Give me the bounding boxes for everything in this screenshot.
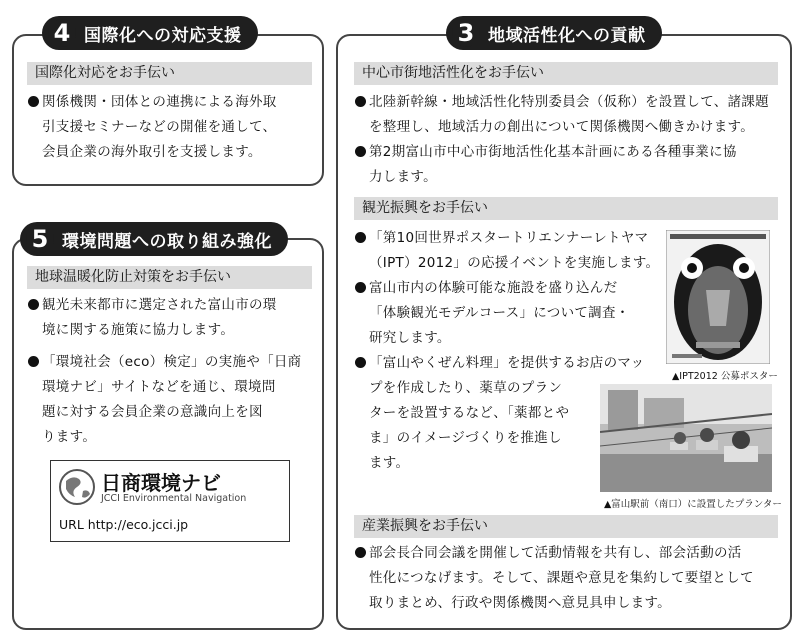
- text-line: ります。: [42, 429, 97, 445]
- planter-photo-icon: [600, 384, 772, 492]
- regional-sub3-text: [355, 541, 785, 616]
- text-line: 北陸新幹線・地域活性化特別委員会（仮称）を設置して、諸課題: [369, 94, 769, 110]
- bullet-item: [355, 276, 675, 301]
- text-line-wrap: [28, 318, 318, 343]
- text-line: ます。: [369, 455, 410, 471]
- bullet-icon: [355, 96, 366, 107]
- text-line-wrap: [28, 400, 318, 425]
- bullet-icon: [355, 282, 366, 293]
- text-line-wrap: [355, 326, 675, 351]
- text-line-wrap: [355, 591, 785, 616]
- text-line: 部会長合同会議を開催して活動情報を共有し、部会活動の活: [369, 545, 742, 561]
- poster-icon: [666, 230, 770, 364]
- section-3-badge: [446, 16, 662, 50]
- regional-sub1-heading: 中心市街地活性化をお手伝い: [354, 62, 778, 85]
- text-line: 「第10回世界ポスタートリエンナーレトヤマ: [369, 230, 649, 246]
- text-line-wrap: [355, 566, 785, 591]
- text-line: （IPT）2012」の応援イベントを実施します。: [369, 255, 660, 271]
- bullet-icon: [28, 356, 39, 367]
- bullet-item: [28, 90, 318, 115]
- section-3-number: 3: [452, 19, 480, 47]
- bullet-icon: [355, 232, 366, 243]
- section-5-title: 環境問題への取り組み強化: [62, 231, 272, 252]
- text-line: 「体験観光モデルコース」について調査・: [369, 305, 630, 321]
- section-4-number: 4: [48, 19, 76, 47]
- section-5-subheading: 地球温暖化防止対策をお手伝い: [27, 266, 312, 289]
- ipt2012-poster-image: [666, 230, 770, 364]
- text-line-wrap: [28, 140, 318, 165]
- globe-logo-icon: [57, 467, 97, 507]
- bullet-item: [355, 140, 785, 165]
- bullet-icon: [28, 299, 39, 310]
- text-line: 「富山やくぜん料理」を提供するお店のマッ: [369, 355, 645, 371]
- text-line: 研究します。: [369, 330, 451, 346]
- section-5-text: [28, 293, 318, 450]
- bullet-item: [28, 350, 318, 375]
- bullet-icon: [28, 96, 39, 107]
- logo-url: URL http://eco.jcci.jp: [59, 517, 189, 532]
- bullet-item: [28, 293, 318, 318]
- text-line: 題に対する会員企業の意識向上を図: [42, 404, 263, 420]
- bullet-item: [355, 90, 785, 115]
- bullet-icon: [355, 146, 366, 157]
- text-line-wrap: [355, 301, 675, 326]
- text-line-wrap: [355, 115, 785, 140]
- text-line-wrap: [28, 375, 318, 400]
- section-3-title: 地域活性化への貢献: [488, 25, 646, 46]
- planter-photo: [600, 384, 772, 492]
- bullet-item: [355, 226, 675, 251]
- text-line: 第2期富山市中心市街地活性化基本計画にある各種事業に協: [369, 144, 737, 160]
- text-line: 力します。: [369, 169, 437, 185]
- regional-sub1-text: [355, 90, 785, 190]
- text-line-wrap: [28, 425, 318, 450]
- section-4-badge: [42, 16, 258, 50]
- text-line: ま」のイメージづくりを推進し: [369, 430, 562, 446]
- text-line: 「環境社会（eco）検定」の実施や「日商: [42, 354, 302, 370]
- bullet-item: [355, 541, 785, 566]
- text-line: ターを設置するなど、「薬都とや: [369, 405, 570, 421]
- text-line-wrap: [355, 165, 785, 190]
- section-4-text: [28, 90, 318, 165]
- section-4-subheading: 国際化対応をお手伝い: [27, 62, 312, 85]
- logo-subtitle: JCCI Environmental Navigation: [101, 493, 247, 504]
- text-line: 性化につなげます。そして、課題や意見を集約して要望として: [369, 570, 754, 586]
- text-line: を整理し、地域活力の創出について関係機関へ働きかけます。: [369, 119, 755, 135]
- text-line-wrap: [355, 251, 675, 276]
- text-line: 観光未来都市に選定された富山市の環: [42, 297, 277, 313]
- text-line: 引支援セミナーなどの開催を通して、: [42, 119, 277, 135]
- bullet-item: [355, 351, 675, 376]
- text-line: 会員企業の海外取引を支援します。: [42, 144, 262, 160]
- section-5-number: 5: [26, 225, 54, 253]
- text-line: 境に関する施策に協力します。: [42, 322, 235, 338]
- text-line: プを作成したり、薬草のプラン: [369, 380, 563, 396]
- text-line: 富山市内の体験可能な施設を盛り込んだ: [369, 280, 618, 296]
- section-4-title: 国際化への対応支援: [84, 25, 242, 46]
- regional-sub2-heading: 観光振興をお手伝い: [354, 197, 778, 220]
- planter-caption: ▲富山駅前（南口）に設置したプランター: [604, 499, 782, 510]
- regional-sub3-heading: 産業振興をお手伝い: [354, 515, 778, 538]
- text-line: 取りまとめ、行政や関係機関へ意見具申します。: [369, 595, 671, 611]
- logo-title: 日商環境ナビ: [101, 471, 221, 495]
- bullet-icon: [355, 547, 366, 558]
- bullet-icon: [355, 357, 366, 368]
- text-line-wrap: [28, 115, 318, 140]
- text-line: 環境ナビ」サイトなどを通じ、環境問: [42, 379, 276, 395]
- section-5-badge: [20, 222, 288, 256]
- text-line: 関係機関・団体との連携による海外取: [42, 94, 277, 110]
- eco-navi-logo-box: [50, 460, 290, 542]
- poster-caption: ▲IPT2012 公募ポスター: [672, 371, 778, 382]
